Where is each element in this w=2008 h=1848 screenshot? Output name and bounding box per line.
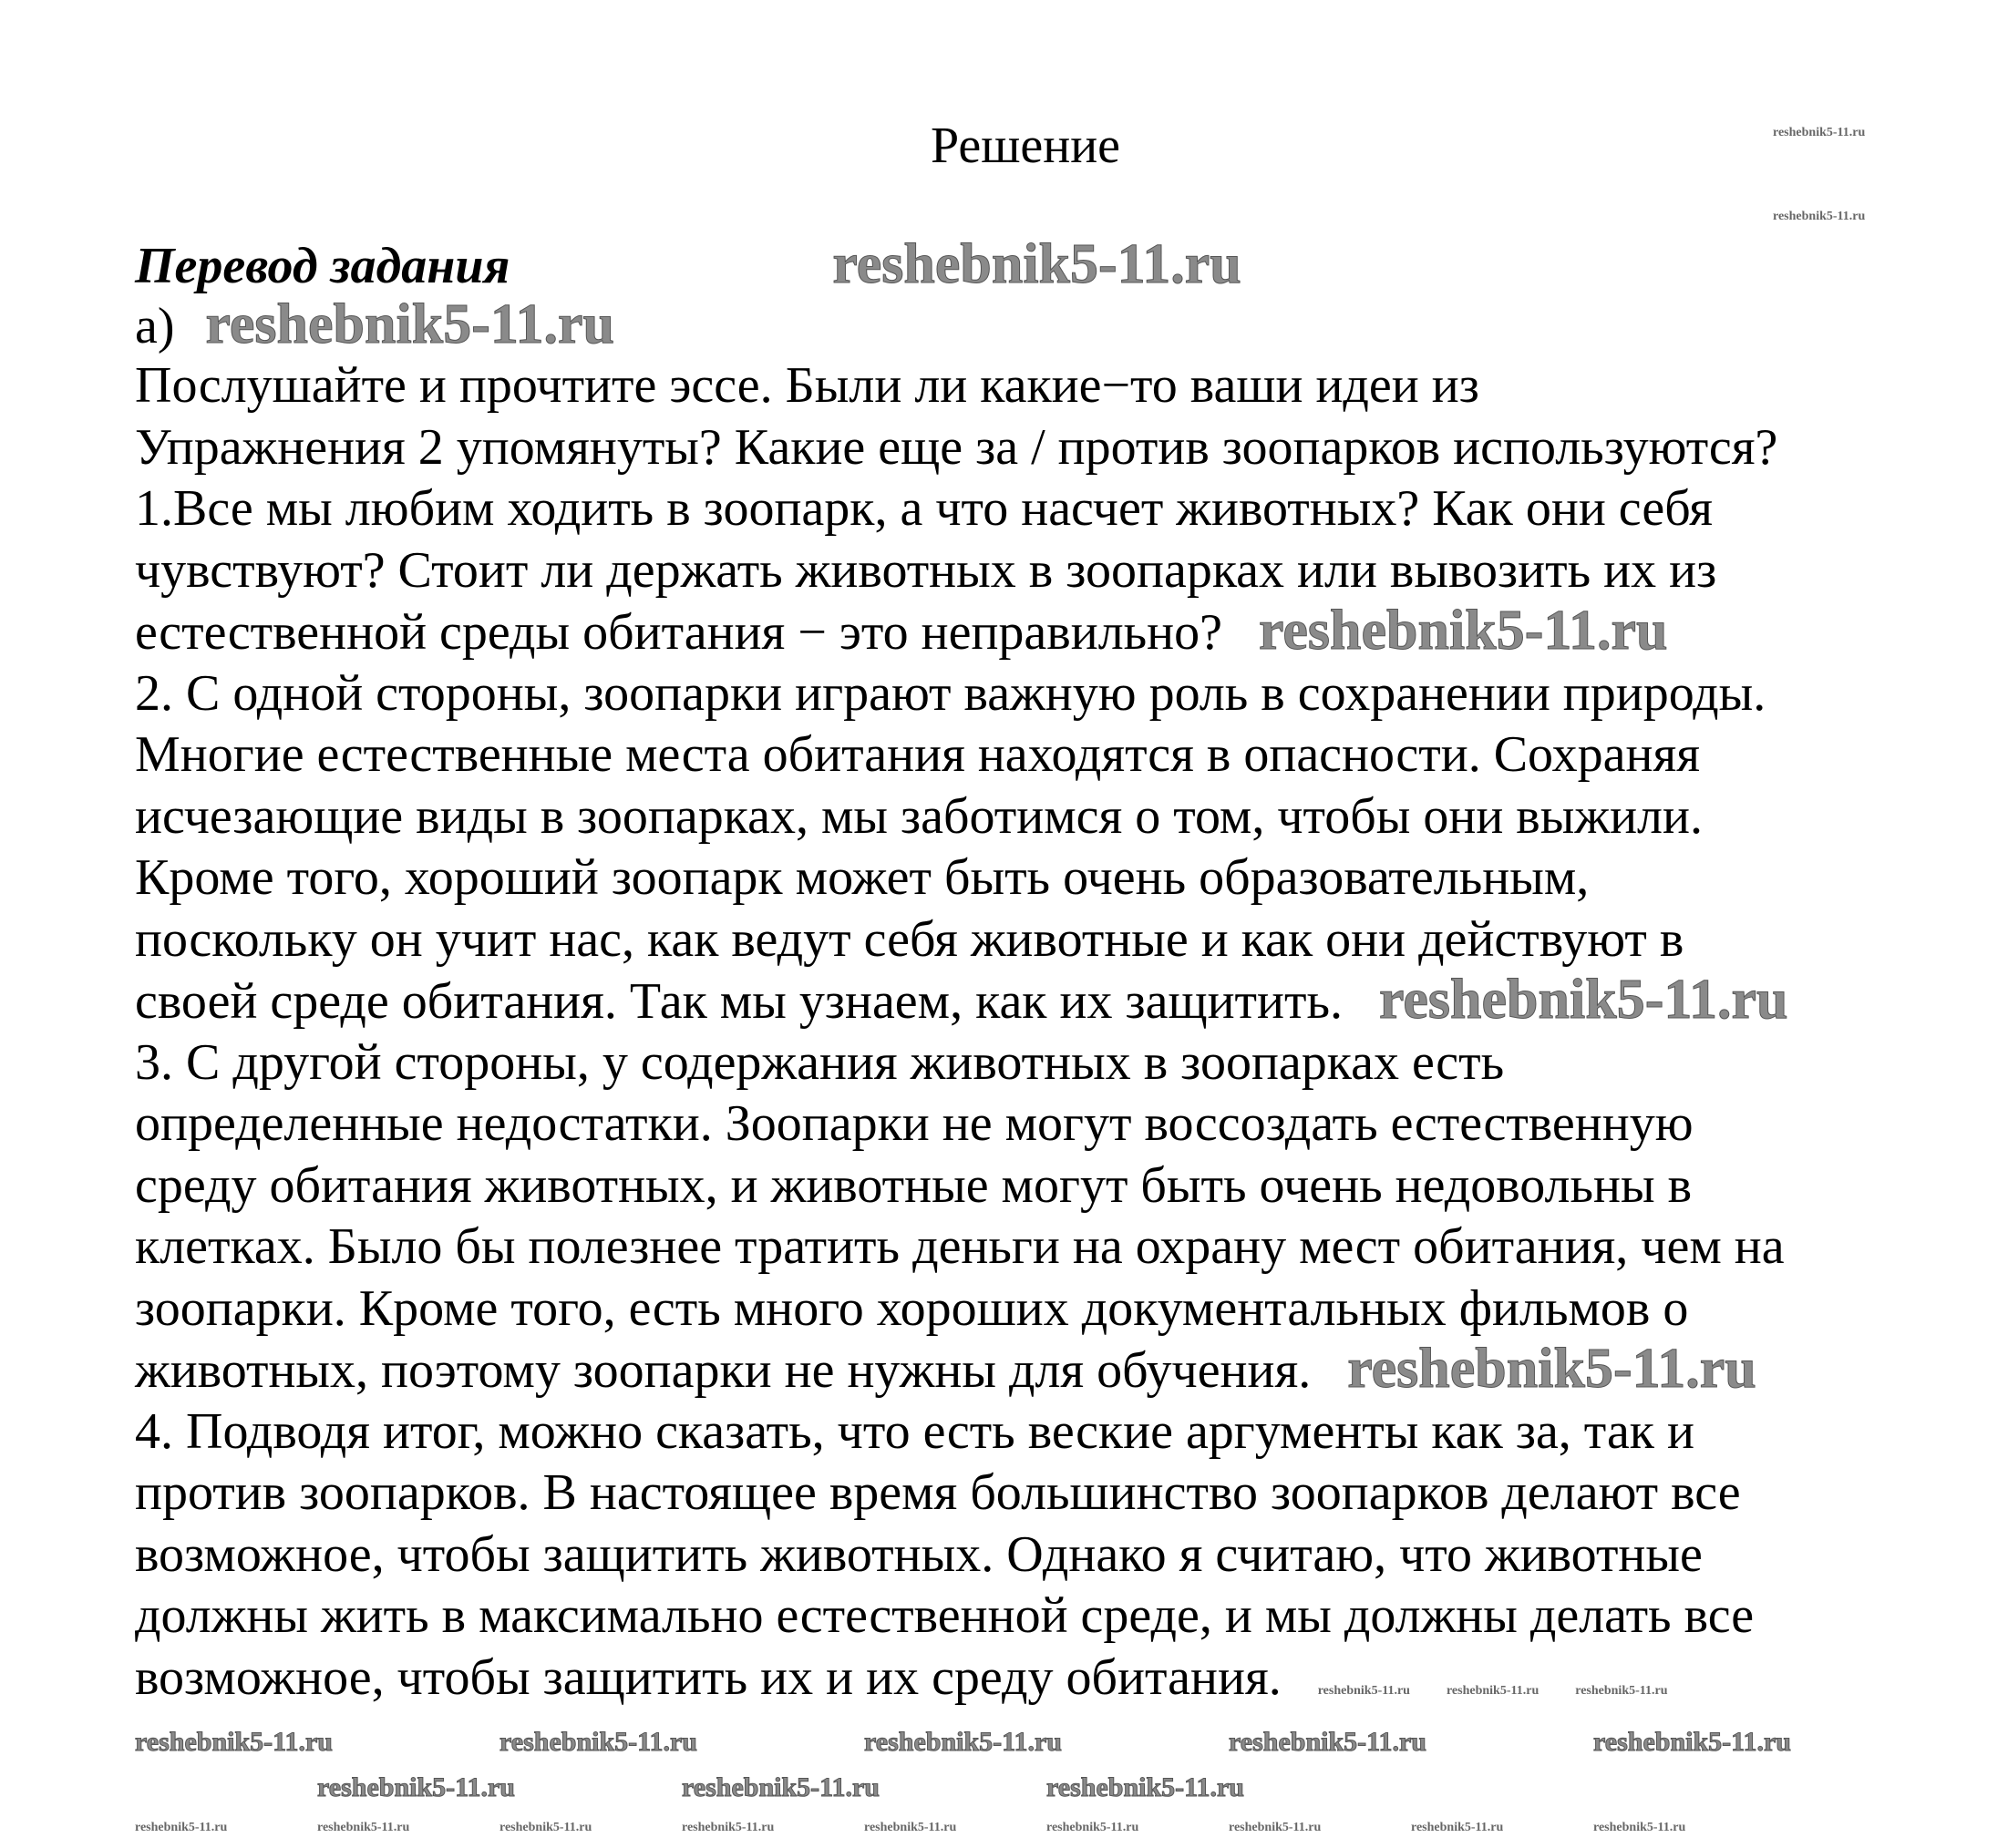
text-line-content: 4. Подводя итог, можно сказать, что есть веские аргументы как за, так и — [135, 1402, 1694, 1460]
text-line — [135, 1278, 1787, 1340]
watermark-text: reshebnik5-11.ru — [864, 1727, 1062, 1757]
text-line — [135, 417, 1787, 479]
watermark-text: reshebnik5-11.ru — [1411, 1821, 1504, 1834]
section-heading-row — [135, 235, 1241, 295]
text-line-content: чувствуют? Стоит ли держать животных в зоопарках или вывозить их из — [135, 541, 1717, 599]
watermark-text: reshebnik5-11.ru — [135, 1727, 333, 1757]
watermark-text: reshebnik5-11.ru — [499, 1821, 592, 1834]
text-line — [135, 1525, 1787, 1586]
text-line-content: возможное, чтобы защитить их и их среду обитания. — [135, 1648, 1282, 1706]
text-line — [135, 786, 1787, 848]
subsection-label: а) — [135, 298, 175, 354]
watermark-text: reshebnik5-11.ru — [1046, 1821, 1139, 1834]
text-line — [135, 1217, 1787, 1278]
watermark-text: reshebnik5-11.ru — [205, 293, 614, 355]
watermark-text: reshebnik5-11.ru — [499, 1727, 697, 1757]
text-line — [135, 1093, 1787, 1155]
watermark-text: reshebnik5-11.ru — [864, 1821, 957, 1834]
text-line-content: возможное, чтобы защитить животных. Однако я считаю, что животные — [135, 1525, 1703, 1583]
text-line-content: 3. С другой стороны, у содержания животных в зоопарках есть — [135, 1033, 1505, 1091]
subsection-row — [135, 295, 614, 355]
watermark-text: reshebnik5-11.ru — [1446, 1683, 1539, 1698]
text-line — [135, 724, 1787, 786]
text-line-content: 2. С одной стороны, зоопарки играют важную роль в сохранении природы. — [135, 664, 1766, 722]
text-line — [135, 540, 1787, 602]
watermark-text: reshebnik5-11.ru — [317, 1821, 410, 1834]
text-line-content: должны жить в максимально естественной среде, и мы должны делать все — [135, 1587, 1755, 1644]
watermark-text: reshebnik5-11.ru — [682, 1772, 880, 1802]
watermark-text: reshebnik5-11.ru — [832, 233, 1241, 295]
watermark-text: reshebnik5-11.ru — [682, 1821, 775, 1834]
text-line-content: определенные недостатки. Зоопарки не могут воссоздать естественную — [135, 1095, 1694, 1152]
text-line — [135, 1401, 1787, 1463]
watermark-text: reshebnik5-11.ru — [1229, 1821, 1322, 1834]
watermark-text: reshebnik5-11.ru — [1773, 126, 1866, 139]
text-line-content: естественной среды обитания − это неправильно? — [135, 604, 1223, 661]
text-line-content: Упражнения 2 упомянуты? Какие еще за / против зоопарков используются? — [135, 418, 1778, 476]
watermark-text: reshebnik5-11.ru — [1347, 1338, 1756, 1400]
text-line-content: поскольку он учит нас, как ведут себя животные и как они действуют в — [135, 910, 1684, 968]
text-line — [135, 909, 1787, 971]
text-line — [135, 1648, 1787, 1709]
text-line — [135, 1340, 1787, 1401]
text-line — [135, 478, 1787, 540]
text-line-content: клетках. Было бы полезнее тратить деньги на охрану мест обитания, чем на — [135, 1218, 1785, 1275]
text-line-content: животных, поэтому зоопарки не нужны для обучения. — [135, 1342, 1312, 1399]
text-line — [135, 1032, 1787, 1094]
text-line — [135, 1586, 1787, 1648]
watermark-text: reshebnik5-11.ru — [1593, 1727, 1791, 1757]
text-line-content: своей среде обитания. Так мы узнаем, как их защитить. — [135, 973, 1343, 1030]
watermark-text: reshebnik5-11.ru — [1317, 1683, 1410, 1698]
text-line-content: 1.Все мы любим ходить в зоопарк, а что насчет животных? Как они себя — [135, 480, 1714, 537]
text-line — [135, 847, 1787, 909]
text-line — [135, 355, 1787, 417]
text-line-content: Послушайте и прочтите эссе. Были ли какие−то ваши идеи из — [135, 357, 1479, 414]
watermark-text: reshebnik5-11.ru — [1593, 1821, 1686, 1834]
watermark-text: reshebnik5-11.ru — [1773, 210, 1866, 223]
text-line — [135, 601, 1787, 663]
watermark-text: reshebnik5-11.ru — [1229, 1727, 1426, 1757]
page-title: Решение — [930, 118, 1121, 174]
text-line — [135, 1155, 1787, 1217]
text-line-content: исчезающие виды в зоопарках, мы заботимся о том, чтобы они выжили. — [135, 787, 1703, 845]
text-line-content: Кроме того, хороший зоопарк может быть очень образовательным, — [135, 849, 1590, 906]
watermark-text: reshebnik5-11.ru — [317, 1772, 515, 1802]
text-line-content: Многие естественные места обитания находятся в опасности. Сохраняя — [135, 726, 1700, 783]
text-line — [135, 970, 1787, 1032]
section-heading: Перевод задания — [135, 238, 510, 294]
watermark-text: reshebnik5-11.ru — [135, 1821, 228, 1834]
watermark-text: reshebnik5-11.ru — [1046, 1772, 1244, 1802]
document-body — [135, 355, 1787, 1709]
text-line-content: против зоопарков. В настоящее время большинство зоопарков делают все — [135, 1464, 1741, 1521]
text-line — [135, 663, 1787, 725]
text-line — [135, 1463, 1787, 1525]
watermark-text: reshebnik5-11.ru — [1379, 969, 1788, 1031]
watermark-text: reshebnik5-11.ru — [1575, 1683, 1668, 1698]
text-line-content: зоопарки. Кроме того, есть много хороших документальных фильмов о — [135, 1279, 1689, 1337]
text-line-content: среду обитания животных, и животные могут быть очень недовольны в — [135, 1156, 1693, 1214]
watermark-text: reshebnik5-11.ru — [1259, 600, 1668, 662]
